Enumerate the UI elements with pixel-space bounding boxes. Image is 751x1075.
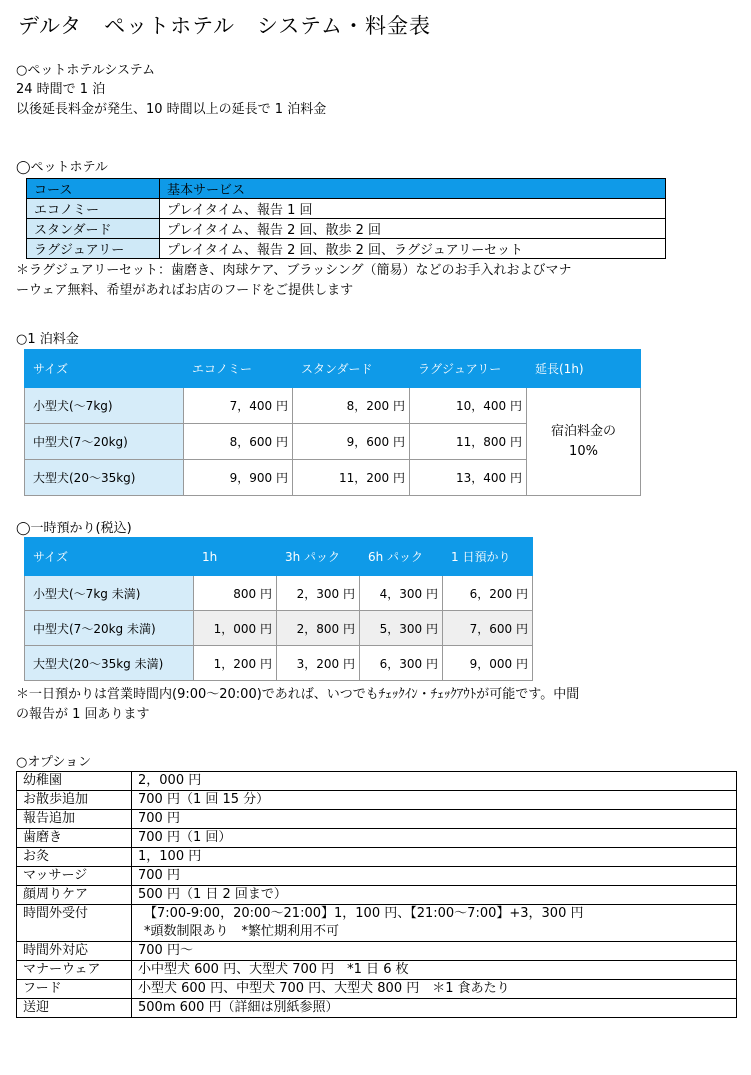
temp-header-size: サイズ: [25, 538, 194, 576]
option-name: マナーウェア: [17, 961, 132, 980]
size-cell: 中型犬(7～20kg): [25, 424, 184, 460]
hotel-note-1: ＊ラグジュアリーセット：歯磨き、肉球ケア、ブラッシング（簡易）などのお手入れおよびマナ: [16, 263, 572, 278]
course-header-course: コース: [27, 179, 160, 199]
price-cell: 9，600 円: [293, 424, 410, 460]
system-line-1: 24 時間で 1 泊: [16, 82, 106, 97]
option-name: フード: [17, 980, 132, 999]
price-cell: 800 円: [194, 576, 277, 611]
option-name: 時間外対応: [17, 942, 132, 961]
temp-table-header: [25, 538, 533, 576]
options-heading: ○オプション: [16, 755, 92, 770]
night-header-size: サイズ: [25, 350, 184, 388]
size-cell: 中型犬(7～20kg 未満): [25, 611, 194, 646]
table-row: [17, 867, 737, 886]
price-cell: 9，900 円: [184, 460, 293, 496]
option-name: 時間外受付: [17, 905, 132, 942]
option-price: 1，100 円: [132, 848, 737, 867]
price-cell: 2，300 円: [277, 576, 360, 611]
system-line-2: 以後延長料金が発生、10 時間以上の延長で 1 泊料金: [16, 102, 327, 117]
temp-note-2: の報告が 1 回あります: [16, 707, 150, 722]
price-cell: 5，300 円: [360, 611, 443, 646]
option-price: 小型犬 600 円、中型犬 700 円、大型犬 800 円 ＊1 食あたり: [132, 980, 737, 999]
temp-heading: ◯一時預かり(税込): [16, 521, 132, 536]
option-name: マッサージ: [17, 867, 132, 886]
table-row: [25, 611, 533, 646]
table-row: [27, 219, 666, 239]
price-cell: 3，200 円: [277, 646, 360, 681]
option-name: 送迎: [17, 999, 132, 1018]
temp-price-table: [24, 537, 533, 681]
table-row: [17, 848, 737, 867]
table-row: [17, 810, 737, 829]
price-cell: 9，000 円: [443, 646, 533, 681]
price-cell: 10，400 円: [410, 388, 527, 424]
option-price: 700 円: [132, 867, 737, 886]
price-cell: 8，600 円: [184, 424, 293, 460]
page-title: デルタ ペットホテル システム・料金表: [18, 14, 431, 38]
temp-header-day: 1 日預かり: [443, 538, 533, 576]
table-row: [25, 646, 533, 681]
price-cell: 1，200 円: [194, 646, 277, 681]
table-row: [17, 829, 737, 848]
course-name: エコノミー: [27, 199, 160, 219]
extension-fee-cell: [527, 388, 641, 496]
option-price: 700 円～: [132, 942, 737, 961]
table-row: [17, 980, 737, 999]
temp-header-6h: 6h パック: [360, 538, 443, 576]
price-cell: 4，300 円: [360, 576, 443, 611]
extension-fee-line-1: 宿泊料金の: [550, 423, 616, 439]
size-cell: 小型犬(～7kg): [25, 388, 184, 424]
night-header-standard: スタンダード: [293, 350, 410, 388]
hotel-note-2: ーウェア無料、希望があればお店のフードをご提供します: [16, 283, 354, 298]
price-cell: 13，400 円: [410, 460, 527, 496]
system-heading: ○ペットホテルシステム: [16, 63, 156, 78]
table-row: [17, 886, 737, 905]
course-service: プレイタイム、報告 2 回、散歩 2 回: [160, 219, 666, 239]
night-header-luxury: ラグジュアリー: [410, 350, 527, 388]
table-row: [25, 576, 533, 611]
extension-fee-line-2: 10%: [569, 443, 598, 459]
table-row: [17, 942, 737, 961]
course-service: プレイタイム、報告 2 回、散歩 2 回、ラグジュアリーセット: [160, 239, 666, 259]
course-name: スタンダード: [27, 219, 160, 239]
option-name: お散歩追加: [17, 791, 132, 810]
option-name: 歯磨き: [17, 829, 132, 848]
price-cell: 6，200 円: [443, 576, 533, 611]
size-cell: 小型犬(～7kg 未満): [25, 576, 194, 611]
table-row: [25, 388, 641, 424]
option-name: お灸: [17, 848, 132, 867]
option-price: 500 円（1 日 2 回まで）: [132, 886, 737, 905]
price-cell: 6，300 円: [360, 646, 443, 681]
hotel-heading: ◯ペットホテル: [16, 160, 108, 175]
price-cell: 7，600 円: [443, 611, 533, 646]
price-cell: 11，200 円: [293, 460, 410, 496]
size-cell: 大型犬(20～35kg 未満): [25, 646, 194, 681]
option-price: 700 円（1 回 15 分）: [132, 791, 737, 810]
table-row: [27, 199, 666, 219]
option-name: 報告追加: [17, 810, 132, 829]
night-table-header: [25, 350, 641, 388]
option-name: 幼稚園: [17, 772, 132, 791]
table-row: [17, 961, 737, 980]
course-name: ラグジュアリー: [27, 239, 160, 259]
course-service: プレイタイム、報告 1 回: [160, 199, 666, 219]
price-cell: 2，800 円: [277, 611, 360, 646]
temp-note-1: ＊一日預かりは営業時間内(9:00～20:00)であれば、いつでもﾁｪｯｸｲﾝ・ﾁｪｯｸｱｳﾄが可能です。中間: [16, 687, 580, 702]
table-row: [27, 239, 666, 259]
option-price: 500m 600 円（詳細は別紙参照）: [132, 999, 737, 1018]
price-cell: 11，800 円: [410, 424, 527, 460]
temp-header-1h: 1h: [194, 538, 277, 576]
price-cell: 1，000 円: [194, 611, 277, 646]
course-table: [26, 178, 666, 259]
option-price: 700 円（1 回）: [132, 829, 737, 848]
course-header-service: 基本サービス: [160, 179, 666, 199]
option-price-overtime: [132, 905, 737, 942]
table-row: [17, 772, 737, 791]
options-table: [16, 771, 737, 1018]
option-price: 700 円: [132, 810, 737, 829]
option-name: 顔周りケア: [17, 886, 132, 905]
option-price: 2，000 円: [132, 772, 737, 791]
table-row: [17, 905, 737, 942]
price-cell: 7，400 円: [184, 388, 293, 424]
table-row: [17, 999, 737, 1018]
night-heading: ○1 泊料金: [16, 332, 79, 347]
night-price-table: [24, 349, 641, 496]
temp-header-3h: 3h パック: [277, 538, 360, 576]
overtime-note-line: *頭数制限あり *繁忙期利用不可: [144, 924, 340, 939]
option-price: 小中型犬 600 円、大型犬 700 円 *1 日 6 枚: [132, 961, 737, 980]
table-row: [17, 791, 737, 810]
price-cell: 8，200 円: [293, 388, 410, 424]
course-table-header: [27, 179, 666, 199]
night-header-economy: エコノミー: [184, 350, 293, 388]
size-cell: 大型犬(20～35kg): [25, 460, 184, 496]
overtime-price-line: 【7:00-9:00，20:00～21:00】1，100 円、【21:00～7:00】+3，300 円: [144, 906, 584, 921]
night-header-extension: 延長(1h): [527, 350, 641, 388]
